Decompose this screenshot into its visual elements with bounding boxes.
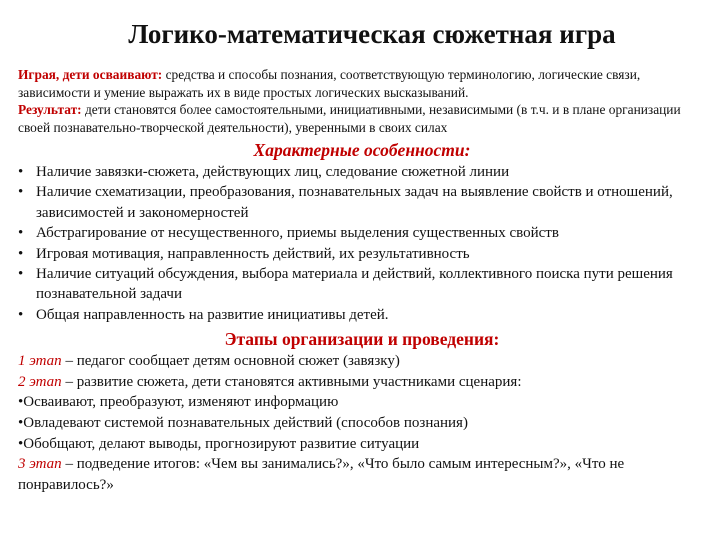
list-item bbox=[18, 305, 706, 325]
result-label: Результат: bbox=[18, 102, 82, 117]
features-list bbox=[18, 162, 706, 325]
bullet-icon: • bbox=[18, 164, 24, 180]
feature-text: Игровая мотивация, направленность действий, их результативность bbox=[36, 245, 470, 262]
stages-heading: Этапы организации и проведения: bbox=[224, 329, 500, 350]
list-item bbox=[18, 182, 706, 223]
bullet-icon: • bbox=[18, 225, 24, 242]
bullet-icon: • bbox=[18, 306, 24, 323]
list-item bbox=[18, 264, 706, 305]
feature-text: Наличие ситуаций обсуждения, выбора материала и действий, коллективного поиска пути решения познавательной задачи bbox=[36, 266, 673, 303]
intro-paragraph bbox=[18, 66, 706, 136]
stage-2 bbox=[18, 372, 706, 393]
stage-3-text: – подведение итогов: «Чем вы занимались?», «Что было самым интересным?», «Что не понравилось?» bbox=[18, 456, 625, 493]
playing-label: Играя, дети осваивают: bbox=[18, 67, 163, 82]
features-heading: Характерные особенности: bbox=[253, 140, 471, 160]
stage-1-label: 1 этап bbox=[18, 353, 62, 370]
stage-1-text: – педагог сообщает детям основной сюжет (завязку) bbox=[61, 353, 400, 370]
list-item bbox=[18, 162, 706, 182]
feature-text: Наличие схематизации, преобразования, познавательных задач на выявление свойств и отношений, зависимостей и закономерностей bbox=[36, 184, 673, 221]
stage-3-label: 3 этап bbox=[18, 456, 62, 473]
playing-text: средства и способы познания, соответствующую терминологию, логические связи, зависимости и умение выражать их в виде простых логических высказываний. bbox=[18, 67, 641, 100]
stage-2-label: 2 этап bbox=[18, 373, 62, 390]
feature-text: Наличие завязки-сюжета, действующих лиц, следование сюжетной линии bbox=[36, 164, 510, 180]
list-item bbox=[18, 244, 706, 264]
stage-1 bbox=[18, 351, 706, 372]
stage-sub-item: •Овладевают системой познавательных действий (способов познания) bbox=[18, 415, 468, 432]
stage-sub-item: •Осваивают, преобразуют, изменяют информацию bbox=[18, 394, 339, 411]
page-title: Логико-математическая сюжетная игра bbox=[128, 19, 616, 49]
stage-2-text: – развитие сюжета, дети становятся активными участниками сценария: bbox=[61, 373, 522, 390]
feature-text: Абстрагирование от несущественного, приемы выделения существенных свойств bbox=[36, 225, 559, 242]
bullet-icon: • bbox=[18, 184, 24, 201]
list-item bbox=[18, 223, 706, 243]
stages-section bbox=[18, 351, 706, 495]
bullet-icon: • bbox=[18, 245, 24, 262]
result-text: дети становятся более самостоятельными, инициативными, независимыми (в т.ч. и в плане организации своей познавательно-творческой деятельности), уверенными в своих силах bbox=[18, 102, 681, 135]
stage-sub-item: •Обобщают, делают выводы, прогнозируют развитие ситуации bbox=[18, 435, 420, 452]
feature-text: Общая направленность на развитие инициативы детей. bbox=[36, 306, 389, 323]
slide bbox=[0, 16, 720, 556]
bullet-icon: • bbox=[18, 266, 24, 283]
stage-3 bbox=[18, 454, 706, 495]
